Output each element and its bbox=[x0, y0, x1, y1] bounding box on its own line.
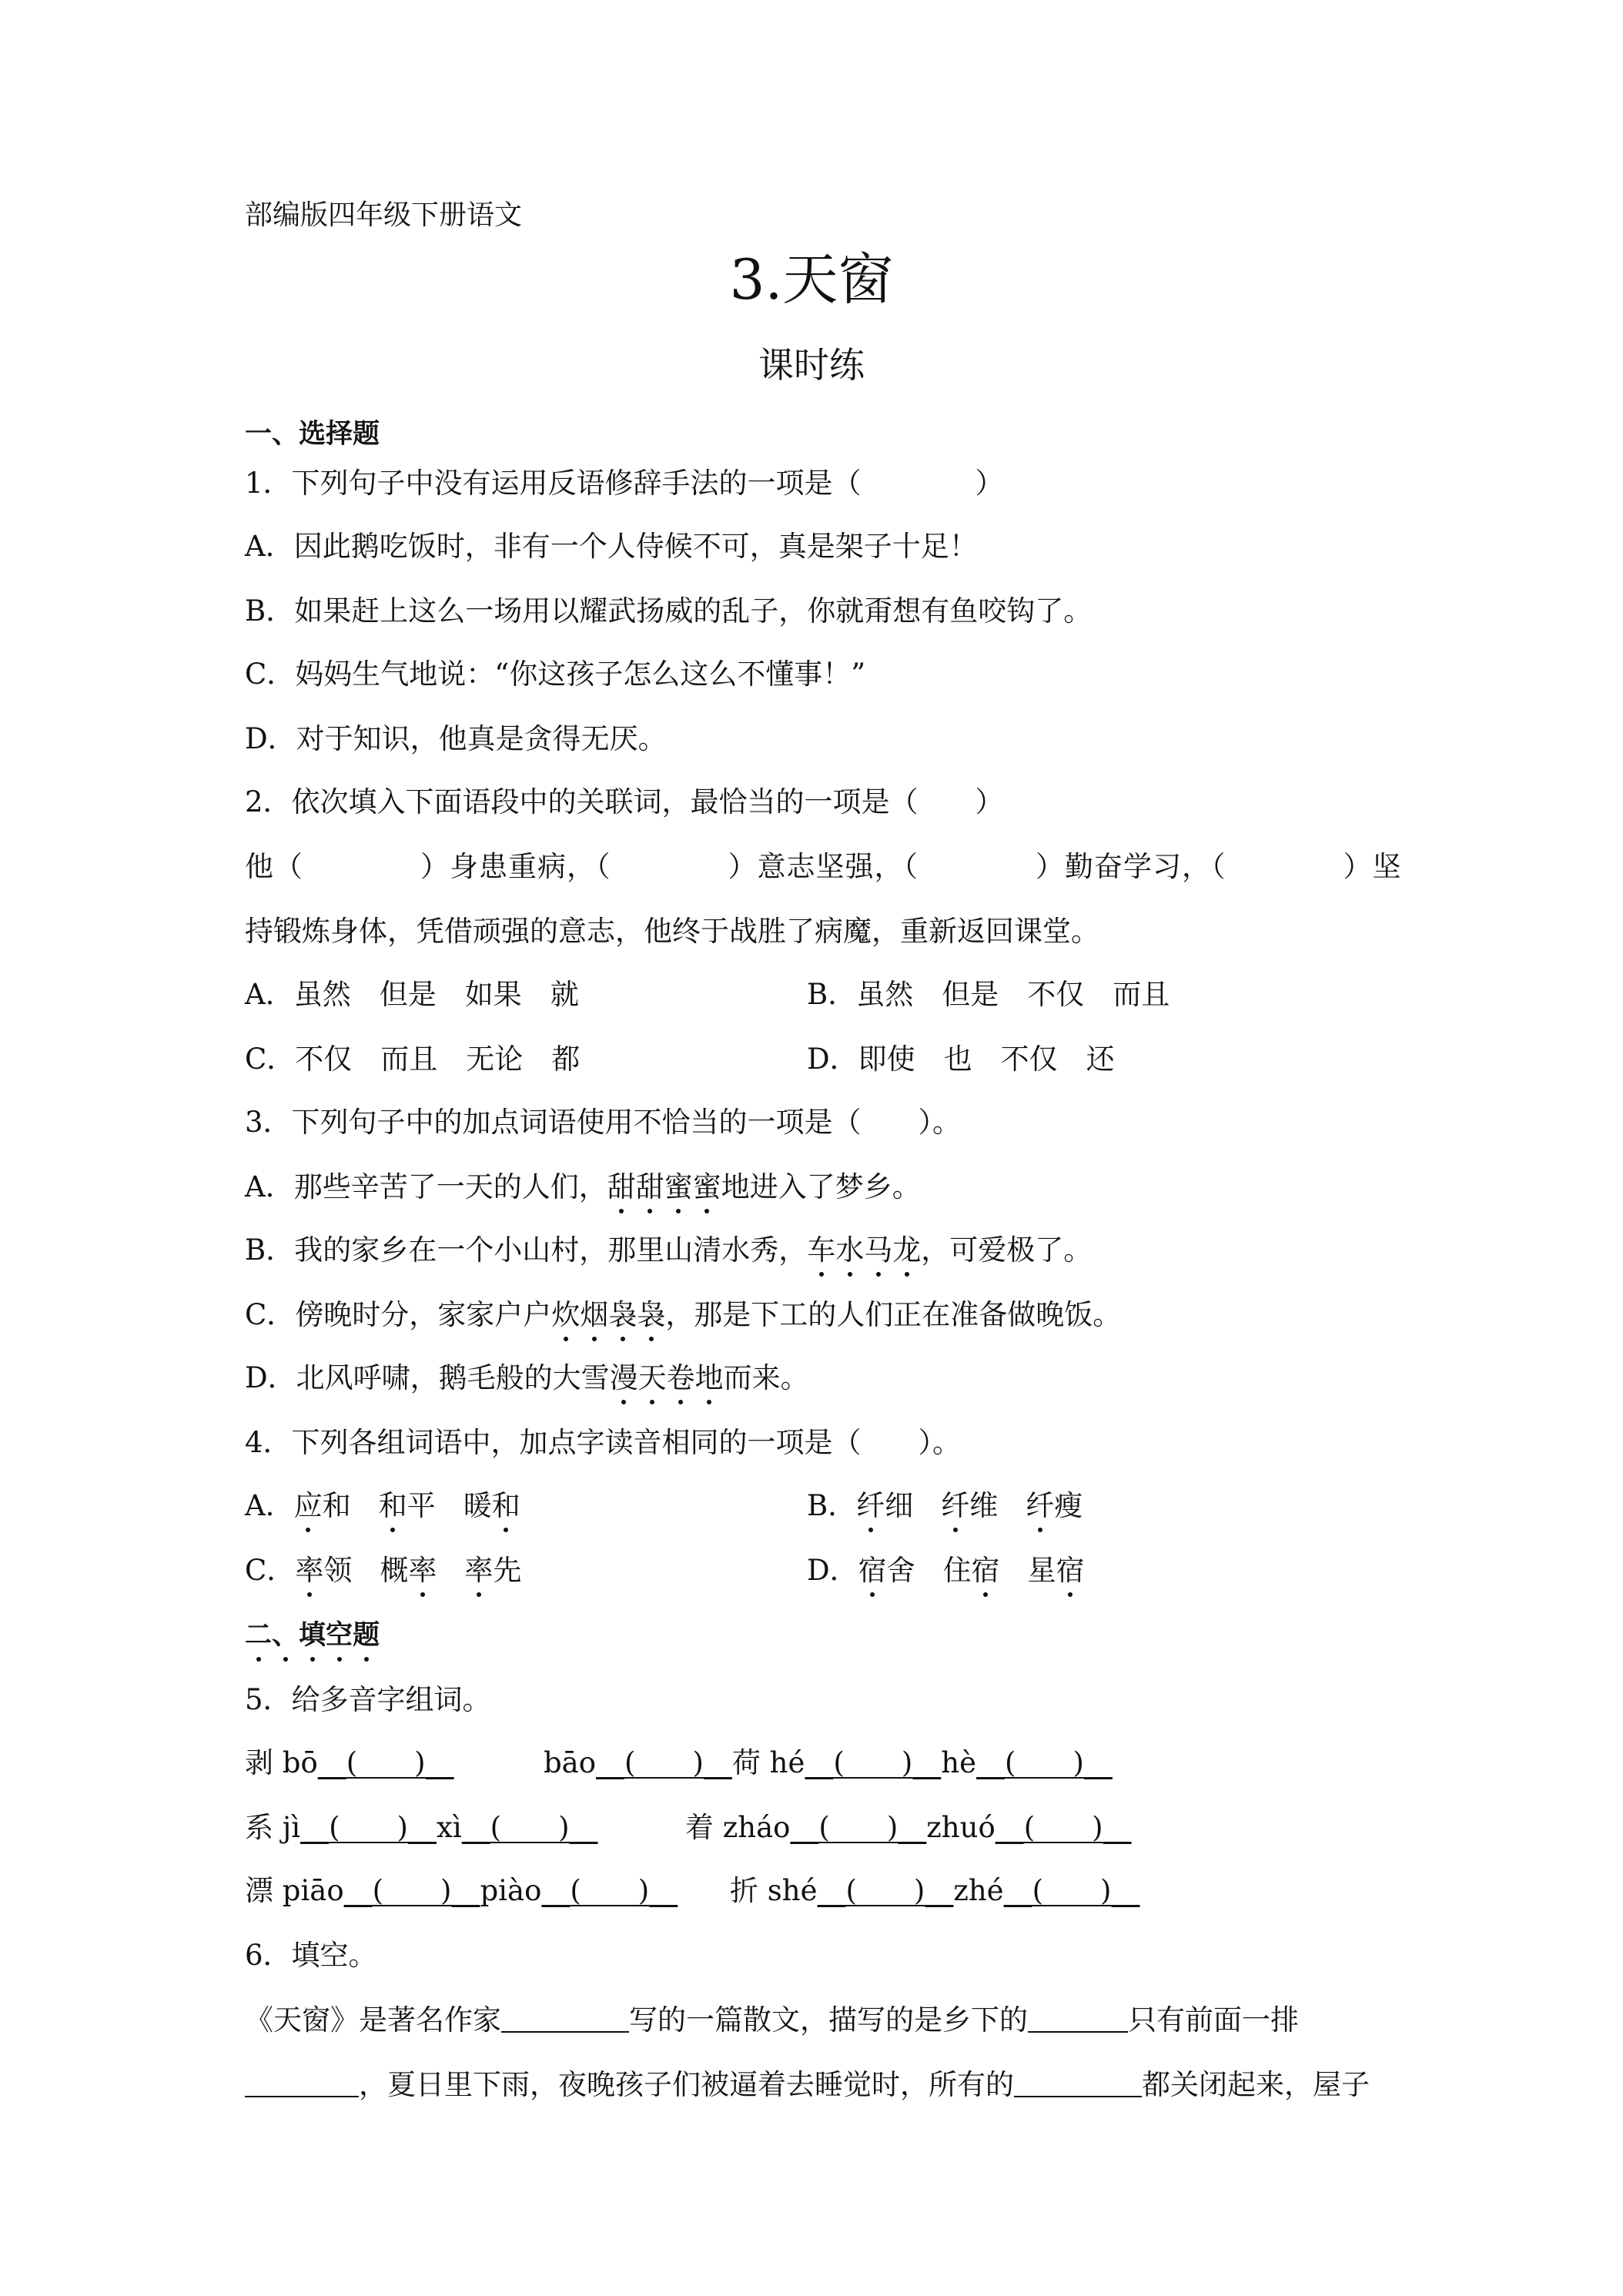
dotted-char: 二 bbox=[245, 1617, 272, 1654]
char: 概 bbox=[380, 1554, 409, 1587]
option-label: B． bbox=[807, 1489, 857, 1522]
dotted-char: 烟 bbox=[580, 1297, 608, 1334]
fill-text: 写的一篇散文，描写的是乡下的 bbox=[629, 2003, 1028, 2037]
question-6-line-2 bbox=[245, 2067, 1370, 2104]
dotted-char: 纤 bbox=[1026, 1488, 1054, 1525]
answer-blank[interactable]: __( )__ bbox=[541, 1874, 678, 1907]
question-6-stem: 6．填空。 bbox=[245, 1939, 377, 1972]
fill-text: ，夏日里下雨，夜晚孩子们被逼着去睡觉时，所有的 bbox=[359, 2068, 1014, 2101]
question-1-option-a: A．因此鹅吃饭时，非有一个人侍候不可，真是架子十足！ bbox=[245, 530, 978, 563]
question-2-passage-line-2: 持锻炼身体，凭借顽强的意志，他终于战胜了病魔，重新返回课堂。 bbox=[245, 915, 1099, 948]
blank-paren: ( ) bbox=[1032, 1874, 1112, 1907]
polyphone-reading: 折 shé bbox=[730, 1874, 818, 1907]
dotted-word bbox=[610, 1361, 724, 1394]
dotted-char: 纤 bbox=[941, 1488, 969, 1525]
blank-paren: ( ) bbox=[329, 1811, 408, 1844]
question-4-option-a bbox=[245, 1488, 520, 1525]
dotted-char: 炊 bbox=[551, 1297, 580, 1334]
dotted-char: 袅 bbox=[608, 1297, 637, 1334]
dotted-char: 应 bbox=[294, 1488, 323, 1525]
blank-paren: ( ) bbox=[570, 1874, 650, 1907]
question-5-row-3 bbox=[245, 1873, 678, 1909]
section-heading-choice: 一、选择题 bbox=[245, 418, 380, 450]
question-2-passage-line-1: 他（ ）身患重病，（ ）意志坚强，（ ）勤奋学习，（ ）坚 bbox=[245, 850, 1402, 883]
answer-blank[interactable]: __( )__ bbox=[1003, 1874, 1140, 1907]
question-2-stem: 2．依次填入下面语段中的关联词，最恰当的一项是（ ） bbox=[245, 785, 1004, 818]
option-text: B．我的家乡在一个小山村，那里山清水秀， bbox=[245, 1233, 808, 1267]
polyphone-reading: zhé bbox=[953, 1874, 1004, 1907]
polyphone-reading: 着 zháo bbox=[685, 1811, 791, 1844]
dotted-char: 填 bbox=[299, 1617, 326, 1654]
question-2-option-c: C．不仅 而且 无论 都 bbox=[245, 1043, 581, 1076]
polyphone-reading: 漂 piāo bbox=[245, 1874, 344, 1907]
dotted-char: 题 bbox=[353, 1617, 380, 1654]
char: 舍 bbox=[886, 1554, 915, 1587]
polyphone-reading: xì bbox=[436, 1811, 462, 1844]
dotted-char: 蜜 bbox=[664, 1169, 693, 1206]
question-4-option-c bbox=[245, 1552, 521, 1589]
lesson-title: 3.天窗 bbox=[729, 247, 894, 312]
dotted-word bbox=[807, 1233, 921, 1267]
polyphone-reading: bāo bbox=[544, 1746, 597, 1779]
question-2-option-d: D．即使 也 不仅 还 bbox=[807, 1043, 1115, 1076]
answer-blank[interactable] bbox=[1028, 2005, 1128, 2033]
answer-blank[interactable]: __( )__ bbox=[461, 1811, 598, 1844]
answer-blank[interactable]: __( )__ bbox=[317, 1746, 454, 1779]
question-6-line-1 bbox=[245, 2002, 1299, 2039]
dotted-char: 空 bbox=[326, 1617, 353, 1654]
question-3-option-b bbox=[245, 1232, 1092, 1269]
dotted-char: 、 bbox=[272, 1617, 299, 1654]
question-5-row-2-b bbox=[685, 1809, 1132, 1846]
question-4-option-d bbox=[807, 1552, 1085, 1589]
section-heading-fill bbox=[245, 1617, 380, 1654]
blank-paren: ( ) bbox=[1005, 1746, 1084, 1779]
question-4-stem: 4．下列各组词语中，加点字读音相同的一项是（ ）。 bbox=[245, 1426, 962, 1459]
dotted-char: 甜 bbox=[607, 1169, 636, 1206]
option-text: 地进入了梦乡。 bbox=[721, 1170, 921, 1203]
question-1-stem: 1．下列句子中没有运用反语修辞手法的一项是（ ） bbox=[245, 467, 1004, 500]
answer-blank[interactable] bbox=[501, 2005, 629, 2033]
question-2-option-b: B．虽然 但是 不仅 而且 bbox=[807, 978, 1170, 1011]
polyphone-reading: hè bbox=[941, 1746, 977, 1779]
answer-blank[interactable]: __( )__ bbox=[976, 1746, 1113, 1779]
answer-blank[interactable]: __( )__ bbox=[596, 1746, 732, 1779]
dotted-char: 车 bbox=[807, 1232, 835, 1269]
dotted-char: 和 bbox=[379, 1488, 407, 1525]
char: 瘦 bbox=[1054, 1489, 1083, 1522]
answer-blank[interactable]: __( )__ bbox=[343, 1874, 480, 1907]
blank-paren: ( ) bbox=[818, 1811, 899, 1844]
option-text: 而来。 bbox=[723, 1361, 809, 1394]
blank-paren: ( ) bbox=[372, 1874, 452, 1907]
dotted-char: 纤 bbox=[856, 1488, 885, 1525]
dotted-char: 率 bbox=[295, 1552, 323, 1589]
answer-blank[interactable]: __( )__ bbox=[805, 1746, 942, 1779]
question-5-row-1 bbox=[245, 1745, 454, 1782]
blank-paren: ( ) bbox=[1023, 1811, 1103, 1844]
question-3-option-c bbox=[245, 1297, 1121, 1334]
dotted-char: 漫 bbox=[610, 1360, 638, 1397]
blank-paren: ( ) bbox=[833, 1746, 913, 1779]
char: 维 bbox=[969, 1489, 999, 1522]
question-1-option-b: B．如果赶上这么一场用以耀武扬威的乱子，你就甭想有鱼咬钩了。 bbox=[245, 594, 1093, 628]
dotted-char: 天 bbox=[638, 1360, 667, 1397]
question-5-row-2 bbox=[245, 1809, 598, 1846]
answer-blank[interactable]: __( )__ bbox=[817, 1874, 954, 1907]
option-text: D．北风呼啸，鹅毛般的大雪 bbox=[245, 1361, 610, 1394]
dotted-char: 袅 bbox=[637, 1297, 665, 1334]
char: 先 bbox=[493, 1554, 522, 1587]
fill-text: 只有前面一排 bbox=[1128, 2003, 1299, 2037]
char: 暖 bbox=[463, 1489, 492, 1522]
char: 星 bbox=[1027, 1554, 1056, 1587]
lesson-subtitle: 课时练 bbox=[758, 344, 865, 386]
dotted-char: 和 bbox=[492, 1488, 520, 1525]
char: 平 bbox=[407, 1489, 436, 1522]
question-5-stem: 5．给多音字组词。 bbox=[245, 1683, 491, 1716]
blank-paren: ( ) bbox=[346, 1746, 426, 1779]
blank-paren: ( ) bbox=[845, 1874, 925, 1907]
answer-blank[interactable]: __( )__ bbox=[995, 1811, 1132, 1844]
char: 领 bbox=[323, 1554, 353, 1587]
option-text: ，可爱极了。 bbox=[921, 1233, 1093, 1267]
question-5-row-3-b bbox=[730, 1873, 1139, 1909]
dotted-char: 率 bbox=[408, 1552, 437, 1589]
dotted-char: 宿 bbox=[1056, 1552, 1085, 1589]
option-text: ，那是下工的人们正在准备做晚饭。 bbox=[665, 1298, 1122, 1331]
dotted-char: 率 bbox=[464, 1552, 493, 1589]
char: 住 bbox=[942, 1554, 972, 1587]
answer-blank[interactable] bbox=[1014, 2070, 1142, 2097]
series-label: 部编版四年级下册语文 bbox=[245, 199, 523, 231]
dotted-word bbox=[551, 1298, 665, 1331]
blank-paren: ( ) bbox=[490, 1811, 570, 1844]
answer-blank[interactable]: __( )__ bbox=[300, 1811, 437, 1844]
answer-blank[interactable]: __( )__ bbox=[790, 1811, 927, 1844]
dotted-char: 水 bbox=[835, 1232, 864, 1269]
polyphone-reading: 剥 bō bbox=[245, 1746, 318, 1779]
dotted-char: 宿 bbox=[972, 1552, 1000, 1589]
option-label: C． bbox=[245, 1554, 296, 1587]
blank-paren: ( ) bbox=[624, 1746, 704, 1779]
option-label: A． bbox=[245, 1489, 294, 1522]
dotted-char: 龙 bbox=[892, 1232, 921, 1269]
dotted-char: 宿 bbox=[858, 1552, 887, 1589]
answer-blank[interactable] bbox=[245, 2070, 359, 2097]
question-5-row-1-b bbox=[544, 1745, 1113, 1782]
char: 和 bbox=[322, 1489, 351, 1522]
option-text: C．傍晚时分，家家户户 bbox=[245, 1298, 552, 1331]
polyphone-reading: piào bbox=[480, 1874, 542, 1907]
question-2-option-a: A．虽然 但是 如果 就 bbox=[245, 978, 579, 1011]
section-heading-text bbox=[245, 1619, 380, 1651]
question-3-stem: 3．下列句子中的加点词语使用不恰当的一项是（ ）。 bbox=[245, 1106, 962, 1139]
dotted-char: 甜 bbox=[636, 1169, 664, 1206]
dotted-char: 马 bbox=[864, 1232, 892, 1269]
option-label: D． bbox=[807, 1554, 858, 1587]
question-3-option-a bbox=[245, 1169, 921, 1206]
dotted-word bbox=[607, 1170, 721, 1203]
question-3-option-d bbox=[245, 1360, 809, 1397]
dotted-char: 卷 bbox=[667, 1360, 695, 1397]
fill-text: 《天窗》是著名作家 bbox=[245, 2003, 501, 2037]
dotted-char: 蜜 bbox=[693, 1169, 721, 1206]
question-4-option-b bbox=[807, 1488, 1083, 1525]
question-1-option-d: D．对于知识，他真是贪得无厌。 bbox=[245, 722, 667, 755]
polyphone-reading: 系 jì bbox=[245, 1811, 301, 1844]
polyphone-reading: 荷 hé bbox=[731, 1746, 805, 1779]
fill-text: 都关闭起来，屋子 bbox=[1142, 2068, 1370, 2101]
question-1-option-c: C．妈妈生气地说：“你这孩子怎么这么不懂事！” bbox=[245, 658, 866, 691]
option-text: A．那些辛苦了一天的人们， bbox=[245, 1170, 607, 1203]
polyphone-reading: zhuó bbox=[926, 1811, 996, 1844]
dotted-char: 地 bbox=[695, 1360, 724, 1397]
char: 细 bbox=[885, 1489, 914, 1522]
